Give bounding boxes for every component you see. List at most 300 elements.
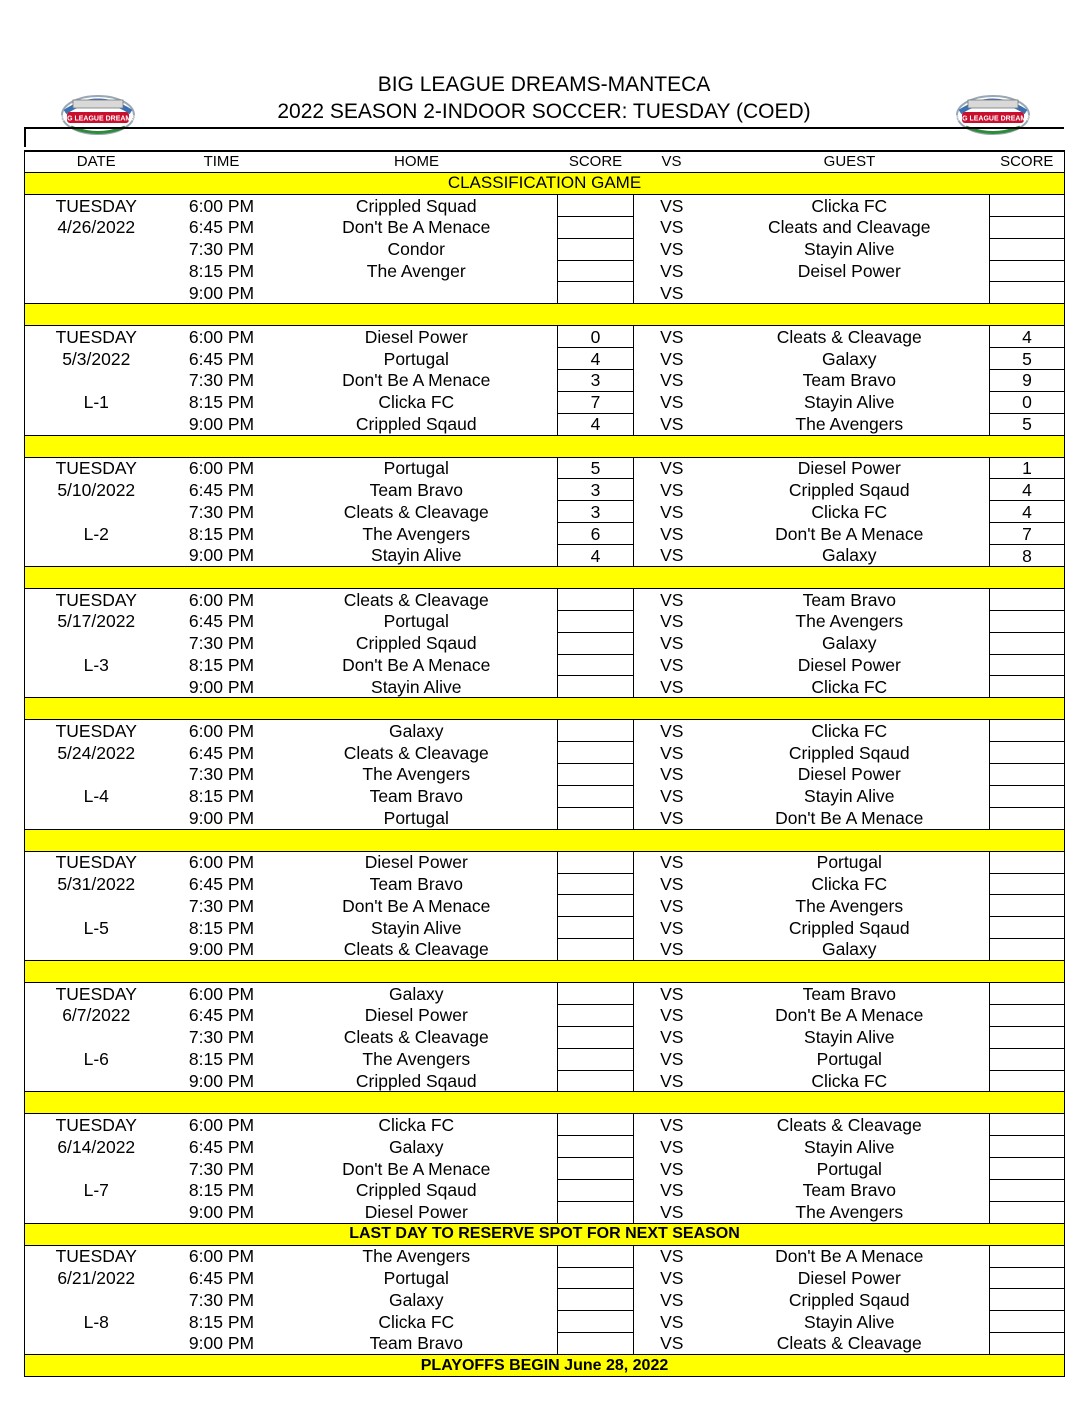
home-team-cell: Portugal [383, 611, 449, 632]
time-cell: 9:00 PM [188, 1333, 255, 1354]
time-cell: 7:30 PM [188, 1289, 255, 1310]
home-score-box[interactable] [558, 1004, 634, 1026]
guest-score-box[interactable] [990, 1267, 1065, 1289]
home-score-box[interactable] [558, 1179, 634, 1201]
guest-team-cell: The Avengers [795, 413, 904, 434]
date-cell: TUESDAY [25, 457, 168, 479]
home-score-box[interactable]: 5 [558, 457, 634, 479]
vs-cell: VS [660, 895, 684, 916]
guest-score-box[interactable]: 5 [990, 348, 1065, 370]
home-team-cell: Diesel Power [364, 852, 468, 873]
vs-cell: VS [660, 611, 684, 632]
guest-score-box[interactable] [990, 1114, 1065, 1136]
guest-score-box[interactable] [990, 720, 1065, 742]
game-row [25, 238, 1065, 260]
home-score-box[interactable] [558, 1267, 634, 1289]
home-score-box[interactable] [558, 895, 634, 917]
game-row [25, 391, 1065, 413]
game-row [25, 939, 1065, 961]
vs-cell: VS [660, 808, 684, 829]
guest-score-box[interactable]: 0 [990, 391, 1065, 413]
week-separator [25, 304, 1065, 326]
game-row [25, 1114, 1065, 1136]
week-separator [25, 698, 1065, 720]
date-cell [25, 238, 168, 260]
date-column-header: DATE [25, 151, 168, 173]
home-score-box[interactable] [558, 1245, 634, 1267]
guest-score-box[interactable] [990, 194, 1065, 216]
date-cell: TUESDAY [25, 982, 168, 1004]
guest-team-cell: Diesel Power [797, 458, 901, 479]
guest-score-box[interactable] [990, 764, 1065, 786]
guest-team-cell: Stayin Alive [804, 392, 895, 413]
week-separator [25, 829, 1065, 851]
date-cell: TUESDAY [25, 720, 168, 742]
date-cell: TUESDAY [25, 1245, 168, 1267]
home-score-box[interactable] [558, 851, 634, 873]
guest-team-cell: The Avengers [795, 895, 904, 916]
guest-team-cell: Portugal [816, 1158, 882, 1179]
home-score-box[interactable] [558, 917, 634, 939]
home-score-box[interactable] [558, 1048, 634, 1070]
guest-score-box[interactable]: 7 [990, 523, 1065, 545]
vs-cell: VS [660, 1158, 684, 1179]
game-row [25, 851, 1065, 873]
guest-score-box[interactable] [990, 1070, 1065, 1092]
home-team-cell: The Avenger [366, 261, 466, 281]
time-cell: 6:45 PM [188, 479, 255, 500]
home-score-box[interactable]: 4 [558, 545, 634, 567]
game-row [25, 260, 1065, 282]
guest-team-cell: The Avengers [795, 611, 904, 632]
home-score-box[interactable]: 0 [558, 326, 634, 348]
guest-team-cell: Cleats & Cleavage [776, 1114, 922, 1135]
header-bar [24, 127, 1064, 147]
home-team-cell: Don't Be A Menace [342, 895, 491, 916]
home-team-cell: Crippled Sqaud [355, 1070, 477, 1091]
guest-score-box[interactable] [990, 676, 1065, 698]
home-score-box[interactable] [558, 1289, 634, 1311]
guest-team-cell: Crippled Sqaud [788, 917, 910, 938]
game-row [25, 873, 1065, 895]
vs-cell: VS [660, 458, 684, 479]
guest-score-box[interactable] [990, 895, 1065, 917]
time-cell: 7:30 PM [188, 1158, 255, 1179]
guest-score-box[interactable] [990, 851, 1065, 873]
guest-score-box[interactable] [990, 1048, 1065, 1070]
date-cell: 5/24/2022 [25, 742, 168, 764]
guest-score-box[interactable]: 4 [990, 479, 1065, 501]
playoffs-banner [25, 1355, 1065, 1377]
game-row [25, 479, 1065, 501]
vs-cell: VS [660, 852, 684, 873]
guest-score-box[interactable] [990, 1201, 1065, 1223]
guest-team-cell: Cleats & Cleavage [776, 326, 922, 347]
guest-score-box[interactable] [990, 1136, 1065, 1158]
time-cell: 8:15 PM [188, 1180, 255, 1201]
home-score-box[interactable] [558, 1158, 634, 1180]
time-column-header: TIME [168, 151, 276, 173]
time-cell: 8:15 PM [188, 655, 255, 676]
guest-team-cell: Clicka FC [811, 1070, 888, 1091]
vs-cell: VS [660, 676, 684, 697]
guest-score-box[interactable] [990, 917, 1065, 939]
time-cell: 9:00 PM [188, 808, 255, 829]
guest-team-cell: Clicka FC [811, 195, 888, 216]
guest-score-box[interactable] [990, 1311, 1065, 1333]
home-team-cell: Cleats & Cleavage [343, 589, 489, 610]
guest-team-cell: Galaxy [822, 545, 877, 566]
guest-team-cell: Galaxy [822, 633, 877, 654]
vs-cell: VS [660, 633, 684, 654]
time-cell: 7:30 PM [188, 764, 255, 785]
home-team-cell: Don't Be A Menace [342, 370, 491, 391]
time-cell: 6:00 PM [188, 983, 255, 1004]
time-cell: 6:00 PM [188, 195, 255, 216]
home-team-cell: Portugal [383, 808, 449, 829]
time-cell: 9:00 PM [188, 282, 255, 303]
time-cell: 7:30 PM [188, 370, 255, 391]
date-cell [25, 764, 168, 786]
time-cell: 7:30 PM [188, 239, 255, 260]
reserve-banner [25, 1223, 1065, 1245]
guest-team-cell: Galaxy [822, 348, 877, 369]
game-row [25, 194, 1065, 216]
date-cell [25, 1289, 168, 1311]
guest-team-cell: Diesel Power [797, 764, 901, 785]
classification-banner [25, 173, 1065, 195]
svg-text:BIG LEAGUE DREAMS: BIG LEAGUE DREAMS [955, 115, 1031, 123]
date-cell: L-7 [25, 1179, 168, 1201]
home-score-box[interactable] [558, 982, 634, 1004]
time-cell: 9:00 PM [188, 1202, 255, 1223]
home-team-cell: Clicka FC [378, 1311, 455, 1332]
week-separator [25, 567, 1065, 589]
home-score-box[interactable] [558, 1136, 634, 1158]
time-cell: 8:15 PM [188, 917, 255, 938]
home-score-box[interactable] [558, 216, 634, 238]
home-score-box[interactable] [558, 807, 634, 829]
home-team-cell: Galaxy [389, 983, 444, 1004]
home-score-box[interactable] [558, 1026, 634, 1048]
vs-cell: VS [660, 523, 684, 544]
game-row [25, 348, 1065, 370]
classification-banner-text: CLASSIFICATION GAME [25, 173, 1065, 195]
home-score-box[interactable] [558, 654, 634, 676]
guest-score-box[interactable]: 5 [990, 413, 1065, 435]
time-cell: 9:00 PM [188, 413, 255, 434]
guest-score-box[interactable]: 8 [990, 545, 1065, 567]
game-row [25, 588, 1065, 610]
guest-score-box[interactable] [990, 1004, 1065, 1026]
home-score-box[interactable] [558, 785, 634, 807]
date-cell [25, 282, 168, 304]
home-team-cell: Cleats & Cleavage [343, 1027, 489, 1048]
guest-team-cell: Crippled Sqaud [788, 1289, 910, 1310]
home-team-cell: Galaxy [389, 1289, 444, 1310]
home-score-box[interactable] [558, 1070, 634, 1092]
home-score-box[interactable] [558, 939, 634, 961]
home-score-box[interactable]: 4 [558, 413, 634, 435]
date-cell [25, 1026, 168, 1048]
time-cell: 8:15 PM [188, 1049, 255, 1070]
vs-cell: VS [660, 939, 684, 960]
game-row [25, 370, 1065, 392]
game-row [25, 1070, 1065, 1092]
guest-score-box[interactable] [990, 742, 1065, 764]
date-cell [25, 1158, 168, 1180]
vs-cell: VS [660, 786, 684, 807]
guest-score-box[interactable]: 1 [990, 457, 1065, 479]
time-cell: 6:00 PM [188, 720, 255, 741]
date-cell: 4/26/2022 [25, 216, 168, 238]
game-row [25, 1179, 1065, 1201]
date-cell: L-8 [25, 1311, 168, 1333]
playoffs-banner-text: PLAYOFFS BEGIN June 28, 2022 [25, 1355, 1065, 1377]
time-cell: 6:45 PM [188, 742, 255, 763]
home-score-box[interactable]: 3 [558, 370, 634, 392]
date-cell: 5/31/2022 [25, 873, 168, 895]
guest-score-box[interactable] [990, 873, 1065, 895]
time-cell: 9:00 PM [188, 545, 255, 566]
guest-team-cell: Team Bravo [802, 589, 896, 610]
guest-score-box[interactable]: 9 [990, 370, 1065, 392]
guest-team-cell: Cleats & Cleavage [776, 1333, 922, 1354]
game-row [25, 654, 1065, 676]
guest-score-column-header: SCORE [990, 151, 1065, 173]
guest-score-box[interactable] [990, 1026, 1065, 1048]
guest-score-box[interactable] [990, 1158, 1065, 1180]
time-cell: 6:45 PM [188, 1267, 255, 1288]
time-cell: 8:15 PM [188, 523, 255, 544]
date-cell: TUESDAY [25, 194, 168, 216]
date-cell: 6/14/2022 [25, 1136, 168, 1158]
time-cell: 6:00 PM [188, 458, 255, 479]
date-cell: L-1 [25, 391, 168, 413]
guest-score-box[interactable] [990, 1245, 1065, 1267]
game-row [25, 545, 1065, 567]
home-score-box[interactable]: 3 [558, 501, 634, 523]
guest-team-cell: Diesel Power [797, 655, 901, 676]
game-row [25, 1048, 1065, 1070]
home-team-cell: Stayin Alive [371, 917, 462, 938]
home-score-box[interactable]: 7 [558, 391, 634, 413]
guest-score-box[interactable] [990, 588, 1065, 610]
guest-score-box[interactable]: 4 [990, 501, 1065, 523]
guest-score-box[interactable] [990, 785, 1065, 807]
guest-team-cell: Team Bravo [802, 370, 896, 391]
date-cell: L-4 [25, 785, 168, 807]
game-row [25, 785, 1065, 807]
game-row [25, 1026, 1065, 1048]
vs-cell: VS [660, 983, 684, 1004]
vs-cell: VS [660, 326, 684, 347]
home-team-cell: Clicka FC [378, 392, 455, 413]
home-score-box[interactable]: 6 [558, 523, 634, 545]
guest-team-cell: Don't Be A Menace [775, 523, 924, 544]
week-separator-text [25, 304, 1065, 326]
vs-cell: VS [660, 1267, 684, 1288]
home-team-cell: Team Bravo [369, 479, 463, 500]
home-team-cell: Crippled Sqaud [355, 633, 477, 654]
date-cell: TUESDAY [25, 851, 168, 873]
date-cell [25, 260, 168, 282]
game-row [25, 457, 1065, 479]
game-row [25, 523, 1065, 545]
guest-team-cell: Stayin Alive [804, 1027, 895, 1048]
game-row [25, 895, 1065, 917]
game-row [25, 282, 1065, 304]
home-team-cell: Stayin Alive [371, 545, 462, 566]
guest-column-header: GUEST [710, 151, 990, 173]
home-team-cell: Stayin Alive [371, 676, 462, 697]
guest-score-box[interactable] [990, 632, 1065, 654]
game-row [25, 917, 1065, 939]
game-row [25, 610, 1065, 632]
home-score-box[interactable] [558, 764, 634, 786]
home-team-cell: Don't Be A Menace [342, 217, 491, 238]
home-score-box[interactable]: 3 [558, 479, 634, 501]
vs-cell: VS [660, 720, 684, 741]
guest-score-box[interactable] [990, 238, 1065, 260]
game-row [25, 1333, 1065, 1355]
home-score-box[interactable] [558, 742, 634, 764]
date-cell: TUESDAY [25, 326, 168, 348]
game-row [25, 764, 1065, 786]
date-cell [25, 895, 168, 917]
time-cell: 8:15 PM [188, 786, 255, 807]
date-cell: 5/3/2022 [25, 348, 168, 370]
guest-score-box[interactable] [990, 610, 1065, 632]
guest-score-box[interactable] [990, 1333, 1065, 1355]
vs-column-header: VS [634, 151, 710, 173]
vs-cell: VS [660, 348, 684, 369]
guest-score-box[interactable] [990, 1179, 1065, 1201]
home-score-box[interactable] [558, 1333, 634, 1355]
vs-cell: VS [660, 217, 684, 238]
vs-cell: VS [660, 261, 684, 281]
home-score-box[interactable] [558, 676, 634, 698]
guest-score-box[interactable] [990, 216, 1065, 238]
home-team-cell: Portugal [383, 348, 449, 369]
vs-cell: VS [660, 392, 684, 413]
week-separator-text [25, 829, 1065, 851]
home-score-box[interactable] [558, 282, 634, 304]
home-score-box[interactable]: 4 [558, 348, 634, 370]
home-score-box[interactable] [558, 610, 634, 632]
home-team-cell: Diesel Power [364, 326, 468, 347]
home-team-cell: Cleats & Cleavage [343, 742, 489, 763]
vs-cell: VS [660, 1027, 684, 1048]
page-subtitle: 2022 SEASON 2-INDOOR SOCCER: TUESDAY (COED) [277, 100, 811, 123]
date-cell [25, 1201, 168, 1223]
guest-score-box[interactable] [990, 939, 1065, 961]
vs-cell: VS [660, 589, 684, 610]
guest-team-cell: Don't Be A Menace [775, 1005, 924, 1026]
home-score-box[interactable] [558, 588, 634, 610]
guest-team-cell: Don't Be A Menace [775, 1246, 924, 1267]
game-row [25, 632, 1065, 654]
time-cell: 8:15 PM [188, 392, 255, 413]
home-team-cell: Crippled Sqaud [355, 413, 477, 434]
date-cell: 6/21/2022 [25, 1267, 168, 1289]
week-separator-text [25, 567, 1065, 589]
home-score-box[interactable] [558, 194, 634, 216]
guest-score-box[interactable] [990, 1289, 1065, 1311]
vs-cell: VS [660, 545, 684, 566]
home-column-header: HOME [276, 151, 558, 173]
vs-cell: VS [660, 195, 684, 216]
week-separator [25, 1092, 1065, 1114]
date-cell [25, 545, 168, 567]
week-separator [25, 435, 1065, 457]
guest-team-cell: Cleats and Cleavage [768, 217, 931, 238]
game-row [25, 720, 1065, 742]
score-column-header: SCORE [558, 151, 634, 173]
game-row [25, 1311, 1065, 1333]
guest-team-cell: Clicka FC [811, 676, 888, 697]
game-row [25, 1267, 1065, 1289]
home-team-cell: Team Bravo [369, 786, 463, 807]
page-title: BIG LEAGUE DREAMS-MANTECA [377, 73, 711, 96]
time-cell: 6:00 PM [188, 589, 255, 610]
home-score-box[interactable] [558, 1201, 634, 1223]
home-team-cell [276, 282, 558, 304]
guest-score-box[interactable] [990, 982, 1065, 1004]
home-team-cell: The Avengers [362, 523, 471, 544]
reserve-banner-text: LAST DAY TO RESERVE SPOT FOR NEXT SEASON [25, 1223, 1065, 1245]
home-score-box[interactable] [558, 632, 634, 654]
guest-score-box[interactable] [990, 807, 1065, 829]
time-cell: 6:45 PM [188, 873, 255, 894]
date-cell: L-5 [25, 917, 168, 939]
home-score-box[interactable] [558, 1311, 634, 1333]
guest-team-cell [710, 282, 990, 304]
game-row [25, 676, 1065, 698]
guest-score-box[interactable] [990, 654, 1065, 676]
guest-score-box[interactable] [990, 282, 1065, 304]
vs-cell: VS [660, 239, 684, 260]
game-row [25, 1136, 1065, 1158]
home-team-cell: Team Bravo [369, 873, 463, 894]
home-score-box[interactable] [558, 873, 634, 895]
guest-team-cell: Clicka FC [811, 501, 888, 522]
guest-score-box[interactable]: 4 [990, 326, 1065, 348]
game-row [25, 982, 1065, 1004]
home-team-cell: Galaxy [389, 720, 444, 741]
vs-cell: VS [660, 1180, 684, 1201]
home-team-cell: Crippled Sqaud [355, 1180, 477, 1201]
guest-score-box[interactable] [990, 260, 1065, 282]
date-cell [25, 1333, 168, 1355]
guest-team-cell: Don't Be A Menace [775, 808, 924, 829]
home-score-box[interactable] [558, 260, 634, 282]
home-team-cell: Don't Be A Menace [342, 1158, 491, 1179]
home-team-cell: Galaxy [389, 1136, 444, 1157]
home-score-box[interactable] [558, 720, 634, 742]
time-cell: 7:30 PM [188, 633, 255, 654]
home-score-box[interactable] [558, 1114, 634, 1136]
vs-cell: VS [660, 1246, 684, 1267]
vs-cell: VS [660, 1049, 684, 1070]
home-score-box[interactable] [558, 238, 634, 260]
vs-cell: VS [660, 873, 684, 894]
vs-cell: VS [660, 1005, 684, 1026]
home-team-cell: Diesel Power [364, 1005, 468, 1026]
guest-team-cell: Clicka FC [811, 873, 888, 894]
date-cell: 5/17/2022 [25, 610, 168, 632]
time-cell: 9:00 PM [188, 1070, 255, 1091]
